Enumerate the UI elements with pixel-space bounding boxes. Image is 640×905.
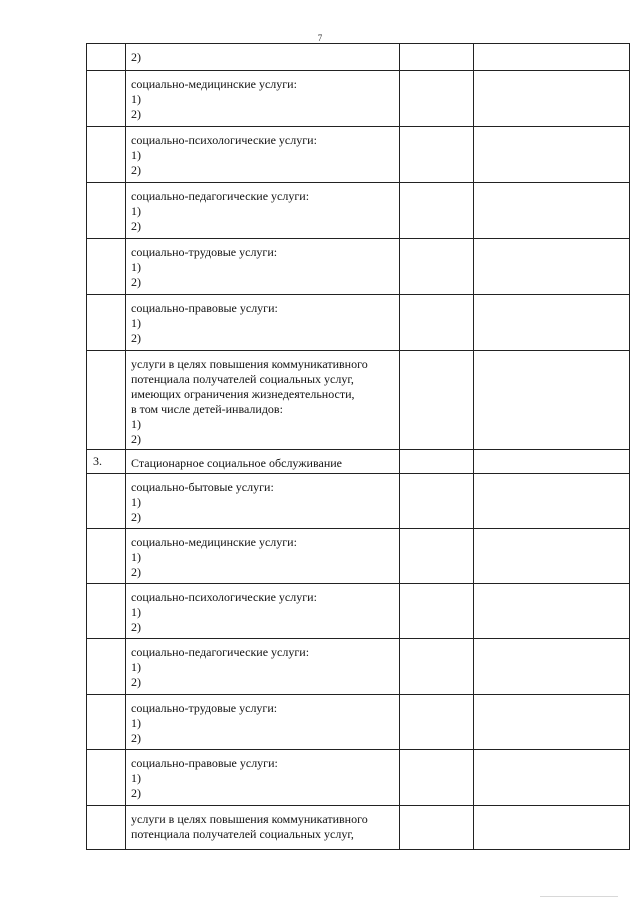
service-description-cell: [126, 71, 400, 127]
table-row: [87, 806, 630, 850]
row-number-cell: [87, 44, 126, 71]
empty-value-cell: [400, 183, 474, 239]
empty-value-cell: [400, 695, 474, 750]
table-row: [87, 639, 630, 695]
empty-value-cell: [400, 295, 474, 351]
service-description-cell: [126, 584, 400, 639]
row-number-cell: [87, 71, 126, 127]
empty-value-cell: [474, 44, 630, 71]
empty-value-cell: [400, 351, 474, 450]
empty-value-cell: [400, 750, 474, 806]
row-number-cell: [87, 806, 126, 850]
service-line: социально-педагогические услуги:: [131, 645, 310, 659]
empty-value-cell: [474, 295, 630, 351]
table-row: [87, 71, 630, 127]
service-description-cell: [126, 295, 400, 351]
empty-value-cell: [400, 806, 474, 850]
empty-value-cell: [400, 474, 474, 529]
table-row: [87, 529, 630, 584]
service-description-cell: [126, 806, 400, 850]
service-line: 2): [131, 731, 141, 745]
empty-value-cell: [400, 584, 474, 639]
service-line: 1): [131, 495, 141, 509]
service-line: 1): [131, 204, 141, 218]
table-row: [87, 295, 630, 351]
row-number-cell: [87, 529, 126, 584]
service-line: 2): [131, 620, 141, 634]
service-line: потенциала получателей социальных услуг,: [131, 827, 354, 841]
service-line: 2): [131, 275, 141, 289]
service-line: 1): [131, 716, 141, 730]
service-line: Стационарное социальное обслуживание: [131, 456, 342, 470]
service-line: социально-правовые услуги:: [131, 756, 278, 770]
service-line: 1): [131, 605, 141, 619]
service-line: 2): [131, 331, 141, 345]
empty-value-cell: [400, 639, 474, 695]
table-row: [87, 127, 630, 183]
table-row: [87, 750, 630, 806]
service-description-cell: [126, 450, 400, 474]
row-number-cell: [87, 127, 126, 183]
service-line: 2): [131, 565, 141, 579]
empty-value-cell: [400, 44, 474, 71]
row-number-cell: [87, 750, 126, 806]
empty-value-cell: [474, 450, 630, 474]
row-number-cell: [87, 295, 126, 351]
empty-value-cell: [474, 183, 630, 239]
empty-value-cell: [474, 474, 630, 529]
empty-value-cell: [400, 127, 474, 183]
service-line: в том числе детей-инвалидов:: [131, 402, 283, 416]
empty-value-cell: [474, 529, 630, 584]
service-line: 2): [131, 675, 141, 689]
row-number-cell: 3.: [87, 450, 126, 474]
service-line: социально-медицинские услуги:: [131, 535, 297, 549]
service-description-cell: [126, 127, 400, 183]
table-row: [87, 695, 630, 750]
service-line: 1): [131, 260, 141, 274]
service-line: 2): [131, 107, 141, 121]
row-number-cell: [87, 474, 126, 529]
scan-artifact-line: [540, 896, 618, 897]
service-description-cell: [126, 44, 400, 71]
row-number-cell: [87, 639, 126, 695]
table-row: [87, 474, 630, 529]
empty-value-cell: [474, 806, 630, 850]
row-number-cell: [87, 695, 126, 750]
service-line: 1): [131, 550, 141, 564]
empty-value-cell: [474, 351, 630, 450]
service-line: имеющих ограничения жизнедеятельности,: [131, 387, 355, 401]
service-line: социально-бытовые услуги:: [131, 480, 274, 494]
service-description-cell: [126, 183, 400, 239]
empty-value-cell: [400, 239, 474, 295]
service-description-cell: [126, 750, 400, 806]
page-number: 7: [317, 33, 323, 43]
service-line: 2): [131, 50, 141, 64]
services-table-body: [87, 44, 630, 850]
service-line: социально-трудовые услуги:: [131, 701, 278, 715]
empty-value-cell: [474, 584, 630, 639]
empty-value-cell: [474, 750, 630, 806]
row-number-cell: [87, 239, 126, 295]
empty-value-cell: [400, 450, 474, 474]
row-number-cell: [87, 584, 126, 639]
table-row: [87, 183, 630, 239]
service-line: услуги в целях повышения коммуникативного: [131, 357, 368, 371]
table-row: [87, 450, 630, 474]
service-line: потенциала получателей социальных услуг,: [131, 372, 354, 386]
service-line: социально-трудовые услуги:: [131, 245, 278, 259]
service-description-cell: [126, 639, 400, 695]
empty-value-cell: [474, 127, 630, 183]
empty-value-cell: [474, 639, 630, 695]
service-line: 2): [131, 786, 141, 800]
service-description-cell: [126, 351, 400, 450]
row-number-cell: [87, 351, 126, 450]
service-line: социально-медицинские услуги:: [131, 77, 297, 91]
empty-value-cell: [474, 71, 630, 127]
service-line: 1): [131, 417, 141, 431]
service-description-cell: [126, 695, 400, 750]
service-line: социально-психологические услуги:: [131, 590, 317, 604]
service-line: 2): [131, 432, 141, 446]
service-description-cell: [126, 474, 400, 529]
service-line: услуги в целях повышения коммуникативного: [131, 812, 368, 826]
service-line: социально-педагогические услуги:: [131, 189, 310, 203]
empty-value-cell: [474, 239, 630, 295]
table-row: [87, 584, 630, 639]
service-line: социально-психологические услуги:: [131, 133, 317, 147]
service-line: 2): [131, 163, 141, 177]
table-row: [87, 44, 630, 71]
service-line: 1): [131, 660, 141, 674]
service-line: 2): [131, 510, 141, 524]
services-table: [86, 43, 630, 850]
service-line: социально-правовые услуги:: [131, 301, 278, 315]
service-description-cell: [126, 529, 400, 584]
service-line: 1): [131, 148, 141, 162]
table-row: [87, 239, 630, 295]
service-line: 2): [131, 219, 141, 233]
table-row: [87, 351, 630, 450]
service-description-cell: [126, 239, 400, 295]
service-line: 1): [131, 92, 141, 106]
empty-value-cell: [400, 529, 474, 584]
empty-value-cell: [474, 695, 630, 750]
empty-value-cell: [400, 71, 474, 127]
service-line: 1): [131, 316, 141, 330]
row-number-cell: [87, 183, 126, 239]
service-line: 1): [131, 771, 141, 785]
